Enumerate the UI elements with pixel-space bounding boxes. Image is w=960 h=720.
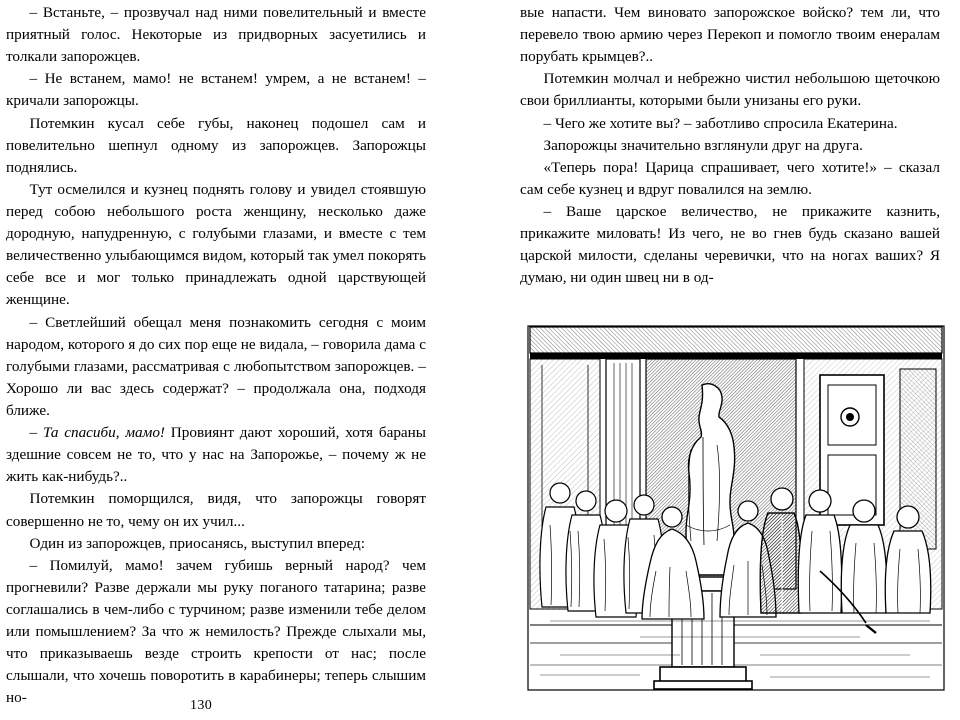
paragraph: – Светлейший обещал меня познакомить сегодня с моим народом, которого я до сих пор еще не видала, – говорила дама с голубыми глазами, рассматривая с любопытством запорожцев. – Хорошо ли вас здесь содержат? – продолжала она, подходя ближе. — [6, 313, 426, 419]
paragraph: – Та спасиби, мамо! Провиянт дают хороший, хотя бараны здешние совсем не то, что у нас на Запорожье, – почему ж не жить как-нибудь?.. — [6, 424, 426, 486]
right-text-column — [520, 2, 940, 289]
paragraph: Потемкин поморщился, видя, что запорожцы говорят совершенно не то, чему он их учил... — [6, 490, 426, 530]
paragraph: «Теперь пора! Царица спрашивает, чего хотите!» – сказал сам себе кузнец и вдруг повалился на землю. — [520, 158, 940, 198]
paragraph: Запорожцы значительно взглянули друг на друга. — [543, 136, 863, 154]
paragraph: Тут осмелился и кузнец поднять голову и увидел стоявшую перед собою небольшого роста женщину, несколько даже дородную, напудренную, с голубыми глазами, и вместе с тем величественно улыбающимся видом, который так умел покорять себе все и мог только принадлежать одной царствующей женщине. — [6, 180, 426, 309]
page-number: 130 — [190, 698, 213, 713]
paragraph: Один из запорожцев, приосанясь, выступил вперед: — [29, 534, 365, 552]
paragraph: – Не встанем, мамо! не встанем! умрем, а не встанем! – кричали запорожцы. — [6, 70, 426, 110]
paragraph: – Встаньте, – прозвучал над ними повелительный и вместе приятный голос. Некоторые из придворных засуетились и толкали запорожцев. — [6, 4, 426, 66]
paragraph: – Помилуй, мамо! зачем губишь верный народ? чем прогневили? Разве держали мы руку поганого татарина; разве соглашались в чем-либо с турчином; разве изменили тебе делом или помышлением? За что ж немилость? Прежде слыхали мы, что приказываешь везде строить крепости от нас; после слышали, что хочешь поворотить в карабинеры; теперь слышим но- — [6, 556, 426, 707]
paragraph: – Чего же хотите вы? – заботливо спросила Екатерина. — [543, 114, 898, 132]
illustration-engraving — [520, 325, 952, 697]
paragraph: Потемкин молчал и небрежно чистил небольшою щеточкою свои бриллианты, которыми были унизаны его руки. — [520, 70, 940, 110]
left-text-column — [6, 2, 426, 710]
paragraph: Потемкин кусал себе губы, наконец подошел сам и повелительно шепнул одному из запорожцев. Запорожцы поднялись. — [6, 114, 426, 176]
paragraph: – Ваше царское величество, не прикажите казнить, прикажите миловать! Из чего, не во гнев будь сказано вашей царской милости, сделаны черевички, что на ногах ваших? Я думаю, ни один швец ни в од- — [520, 202, 940, 287]
paragraph: вые напасти. Чем виновато запорожское войско? тем ли, что перевело твою армию через Перекоп и помогло твоим енералам порубать крымцев?.. — [520, 4, 940, 66]
